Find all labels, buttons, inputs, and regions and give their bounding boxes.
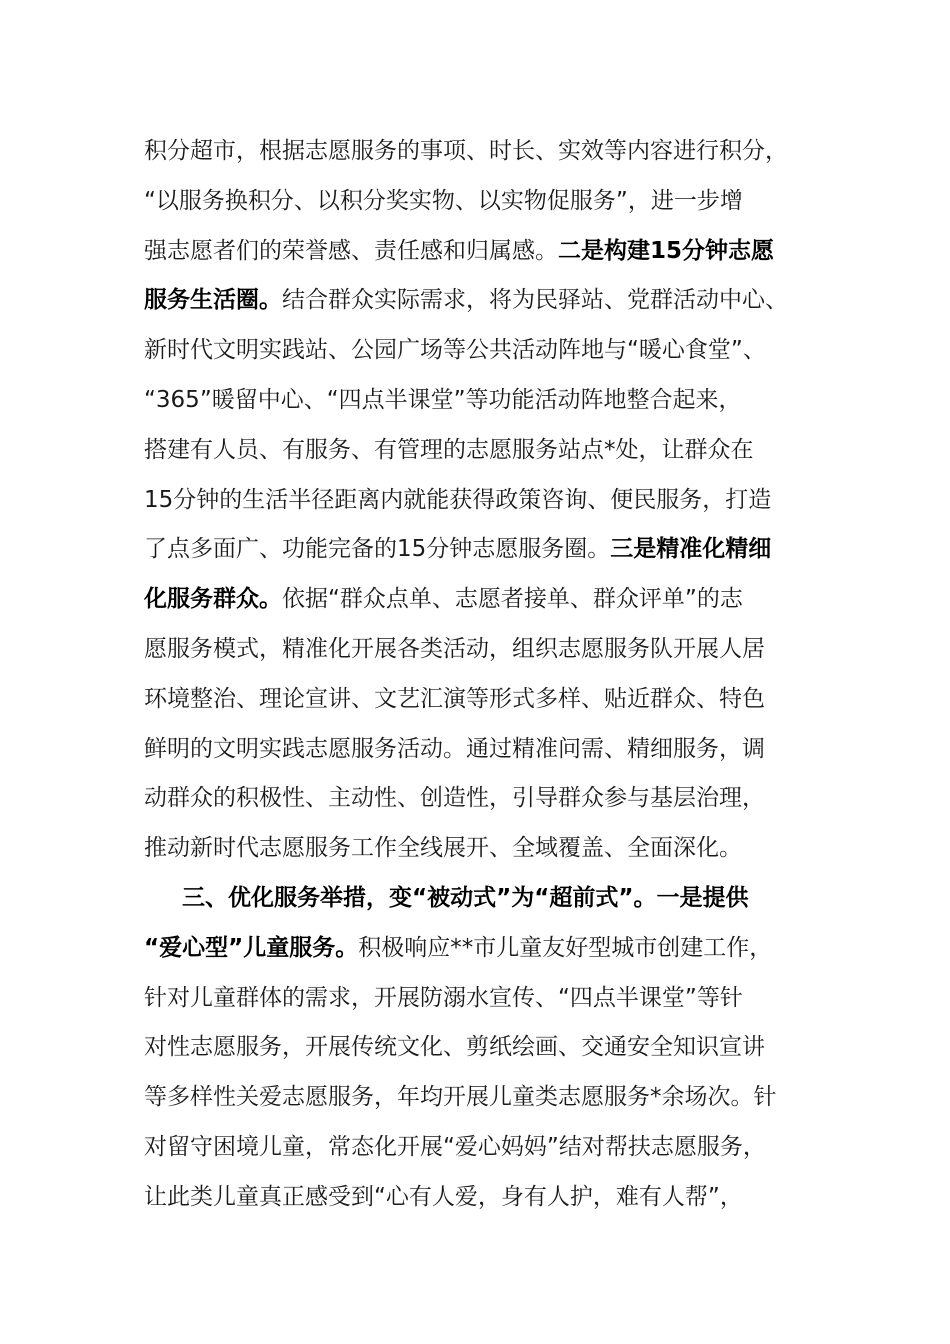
text-line bbox=[144, 1173, 810, 1223]
section-heading-line bbox=[144, 874, 810, 924]
line-text: 对留守困境儿童，常态化开展“爱心妈妈”结对帮扶志愿服务， bbox=[144, 1133, 766, 1160]
text-line bbox=[144, 725, 810, 775]
line-text: “以服务换积分、以积分奖实物、以实物促服务”，进一步增 bbox=[144, 187, 743, 214]
line-text: 对性志愿服务，开展传统文化、剪纸绘画、交通安全知识宣讲 bbox=[144, 1034, 765, 1061]
line-text: 积分超市，根据志愿服务的事项、时长、实效等内容进行积分， bbox=[144, 138, 788, 164]
text-line bbox=[144, 924, 810, 974]
line-text: “365”暖留中心、“四点半课堂”等功能活动阵地整合起来， bbox=[144, 386, 742, 413]
text-line bbox=[144, 525, 810, 575]
line-text: 针对儿童群体的需求，开展防溺水宣传、“四点半课堂”等针 bbox=[144, 984, 743, 1011]
text-line bbox=[144, 276, 810, 326]
text-line bbox=[144, 376, 810, 426]
line-text: 推动新时代志愿服务工作全线展开、全域覆盖、全面深化。 bbox=[144, 835, 742, 862]
text-line bbox=[144, 1073, 810, 1123]
text-line bbox=[144, 774, 810, 824]
bold-heading-text: 二是构建15分钟志愿 bbox=[558, 237, 775, 264]
text-line bbox=[144, 227, 810, 277]
text-line bbox=[144, 177, 810, 227]
document-body bbox=[144, 127, 810, 1223]
line-text: 新时代文明实践站、公园广场等公共活动阵地与“暖心食堂”、 bbox=[144, 337, 766, 364]
bold-heading-text: 服务生活圈。 bbox=[144, 287, 282, 314]
line-text: 环境整治、理论宣讲、文艺汇演等形式多样、贴近群众、特色 bbox=[144, 685, 765, 712]
bold-heading-text: 三是精准化精细 bbox=[610, 536, 772, 563]
line-text: 搭建有人员、有服务、有管理的志愿服务站点*处，让群众在 bbox=[144, 436, 754, 463]
text-line bbox=[144, 127, 810, 177]
text-line bbox=[144, 1023, 810, 1073]
bold-heading-text: “爱心型”儿童服务。 bbox=[144, 934, 359, 961]
text-line bbox=[144, 625, 810, 675]
text-line bbox=[144, 575, 810, 625]
line-text: 等多样性关爱志愿服务，年均开展儿童类志愿服务*余场次。针 bbox=[144, 1084, 777, 1111]
line-text: 强志愿者们的荣誉感、责任感和归属感。 bbox=[144, 237, 558, 264]
line-text: 动群众的积极性、主动性、创造性，引导群众参与基层治理， bbox=[144, 785, 765, 812]
section-heading-text: 三、优化服务举措，变“被动式”为“超前式”。一是提供 bbox=[182, 884, 749, 911]
text-line bbox=[144, 675, 810, 725]
text-line bbox=[144, 974, 810, 1024]
line-text: 让此类儿童真正感受到“心有人爱，身有人护，难有人帮”， bbox=[144, 1183, 743, 1210]
line-text: 鲜明的文明实践志愿服务活动。通过精准问需、精细服务，调 bbox=[144, 735, 765, 762]
line-text: 15分钟的生活半径距离内就能获得政策咨询、便民服务，打造 bbox=[144, 486, 772, 513]
line-text: 愿服务模式，精准化开展各类活动，组织志愿服务队开展人居 bbox=[144, 635, 765, 662]
line-text: 结合群众实际需求，将为民驿站、党群活动中心、 bbox=[282, 287, 788, 314]
line-text: 依据“群众点单、志愿者接单、群众评单”的志 bbox=[282, 586, 743, 613]
line-text: 了点多面广、功能完备的15分钟志愿服务圈。 bbox=[144, 536, 611, 563]
text-line bbox=[144, 326, 810, 376]
bold-heading-text: 化服务群众。 bbox=[144, 586, 282, 613]
text-line bbox=[144, 476, 810, 526]
text-line bbox=[144, 1123, 810, 1173]
line-text: 积极响应**市儿童友好型城市创建工作， bbox=[358, 934, 773, 961]
text-line bbox=[144, 824, 810, 874]
text-line bbox=[144, 426, 810, 476]
